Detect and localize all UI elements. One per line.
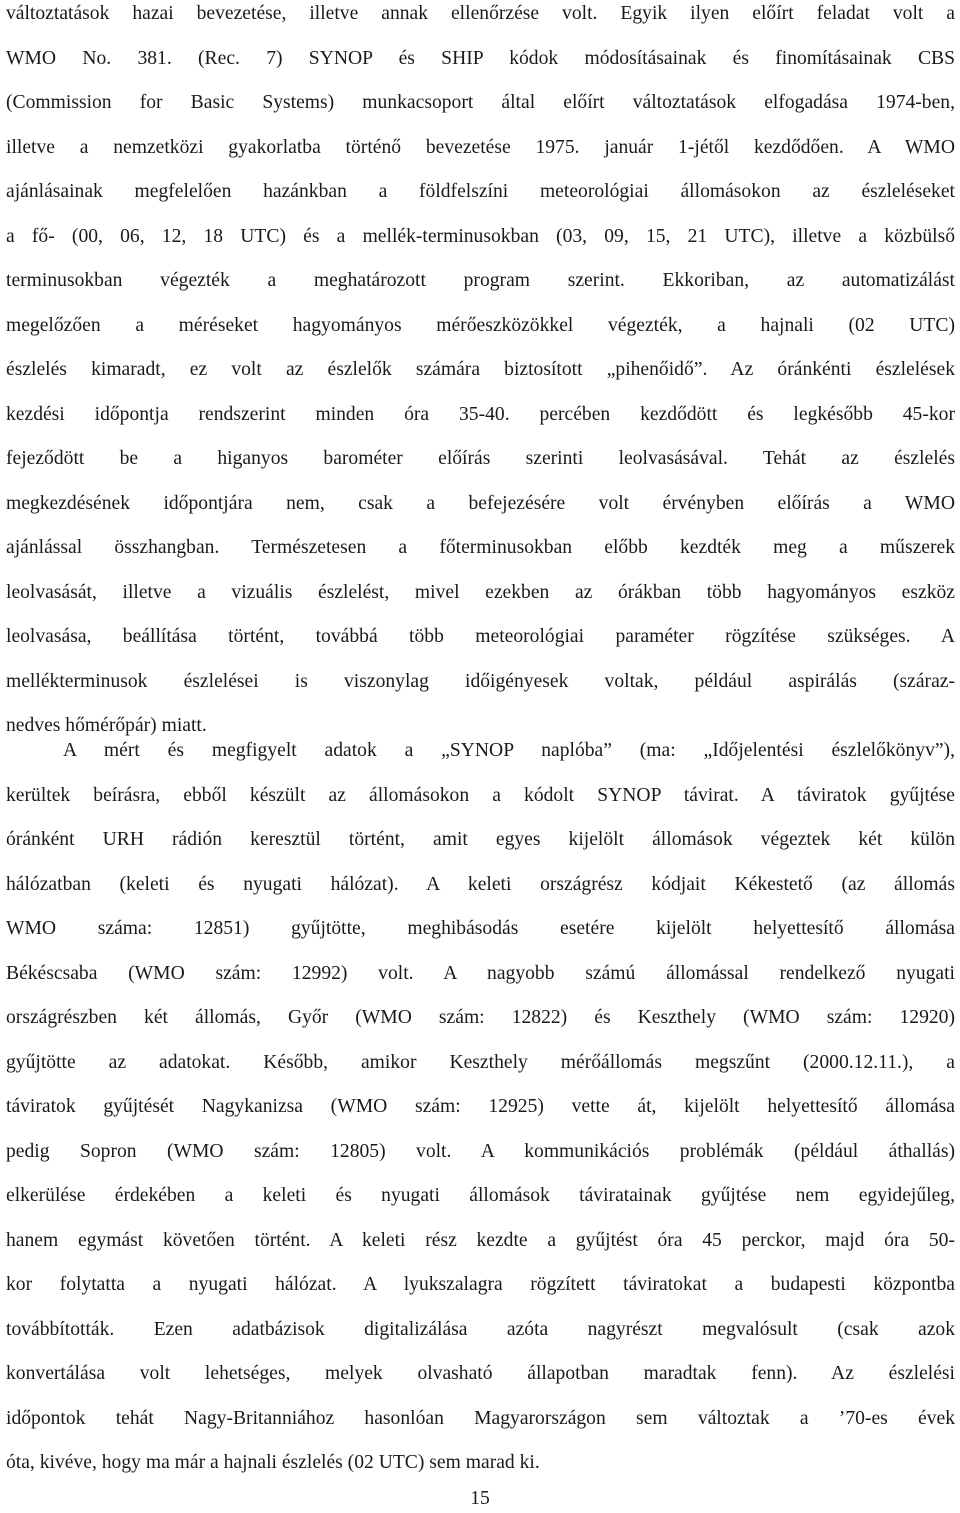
text-line: országrészben két állomás, Győr (WMO szám: 12822) és Keszthely (WMO szám: 12920) [6, 1007, 955, 1028]
text-line: fejeződött be a higanyos barométer előírás szerinti leolvasásával. Tehát az észlelés [6, 448, 955, 469]
text-line: WMO No. 381. (Rec. 7) SYNOP és SHIP kódok módosításainak és finomításainak CBS [6, 47, 955, 69]
text-line: ajánlással összhangban. Természetesen a főterminusokban előbb kezdték meg a műszerek [6, 537, 955, 558]
text-line: konvertálása volt lehetséges, melyek olvasható állapotban maradtak fenn). Az észlelési [6, 1363, 955, 1384]
text-line: észlelés kimaradt, ez volt az észlelők számára biztosított „pihenőidő”. Az óránkénti észlelések [6, 359, 955, 380]
text-line: óránként URH rádión keresztül történt, amit egyes kijelölt állomások végeztek két külön [6, 829, 955, 850]
text-line: ajánlásainak megfelelően hazánkban a földfelszíni meteorológiai állomásokon az észleléseket [6, 181, 955, 202]
text-line: hálózatban (keleti és nyugati hálózat). A keleti országrész kódjait Kékestető (az állomás [6, 873, 955, 895]
text-line: terminusokban végezték a meghatározott program szerint. Ekkoriban, az automatizálást [6, 270, 955, 291]
paragraph-1 [6, 0, 955, 749]
text-line: leolvasása, beállítása történt, továbbá több meteorológiai paraméter rögzítése szükséges. A [6, 626, 955, 647]
text-line: kezdési időpontja rendszerint minden óra 35-40. percében kezdődött és legkésőbb 45-kor [6, 403, 955, 425]
text-line: továbbították. Ezen adatbázisok digitalizálása azóta nagyrészt megvalósult (csak azok [6, 1318, 955, 1340]
text-line: időpontok tehát Nagy-Britanniához hasonlóan Magyarországon sem változtak a ’70-es évek [6, 1407, 955, 1429]
page-number: 15 [470, 1488, 490, 1509]
text-line: táviratok gyűjtését Nagykanizsa (WMO szám: 12925) vette át, kijelölt helyettesítő állomása [6, 1096, 955, 1117]
text-line: kor folytatta a nyugati hálózat. A lyukszalagra rögzített táviratokat a budapesti központba [6, 1274, 955, 1295]
text-line: WMO száma: 12851) gyűjtötte, meghibásodás esetére kijelölt helyettesítő állomása [6, 918, 955, 939]
text-line: A mért és megfigyelt adatok a „SYNOP naplóba” (ma: „Időjelentési észlelőkönyv”), [63, 740, 955, 761]
text-line: illetve a nemzetközi gyakorlatba történő bevezetése 1975. január 1-jétől kezdődően. A WMO [6, 136, 955, 158]
text-line: mellékterminusok észlelései is viszonylag időigényesek voltak, például aspirálás (száraz- [6, 670, 955, 692]
text-line: elkerülése érdekében a keleti és nyugati állomások táviratainak gyűjtése nem egyidejűleg, [6, 1185, 955, 1206]
text-line: a fő- (00, 06, 12, 18 UTC) és a mellék-terminusokban (03, 09, 15, 21 UTC), illetve a közbülső [6, 225, 955, 247]
text-line: megelőzően a méréseket hagyományos mérőeszközökkel végezték, a hajnali (02 UTC) [6, 314, 955, 336]
text-line: pedig Sopron (WMO szám: 12805) volt. A kommunikációs problémák (például áthallás) [6, 1140, 955, 1162]
text-line: óta, kivéve, hogy ma már a hajnali észlelés (02 UTC) sem marad ki. [6, 1452, 540, 1473]
text-line: gyűjtötte az adatokat. Később, amikor Keszthely mérőállomás megszűnt (2000.12.11.), a [6, 1051, 955, 1073]
text-line: leolvasását, illetve a vizuális észlelést, mivel ezekben az órákban több hagyományos eszköz [6, 581, 955, 603]
text-line: megkezdésének időpontjára nem, csak a befejezésére volt érvényben előírás a WMO [6, 492, 955, 514]
paragraph-2 [6, 729, 955, 1486]
text-line: nedves hőmérőpár) miatt. [6, 715, 207, 736]
text-line: Békéscsaba (WMO szám: 12992) volt. A nagyobb számú állomással rendelkező nyugati [6, 962, 955, 984]
text-line: (Commission for Basic Systems) munkacsoport által előírt változtatások elfogadása 1974-ben, [6, 92, 955, 113]
text-line: hanem egymást követően történt. A keleti rész kezdte a gyűjtést óra 45 perckor, majd óra 50- [6, 1229, 955, 1251]
text-line: változtatások hazai bevezetése, illetve annak ellenőrzése volt. Egyik ilyen előírt feladat volt a [6, 3, 955, 24]
text-line: kerültek beírásra, ebből készült az állomásokon a kódolt SYNOP távirat. A táviratok gyűjtése [6, 784, 955, 806]
